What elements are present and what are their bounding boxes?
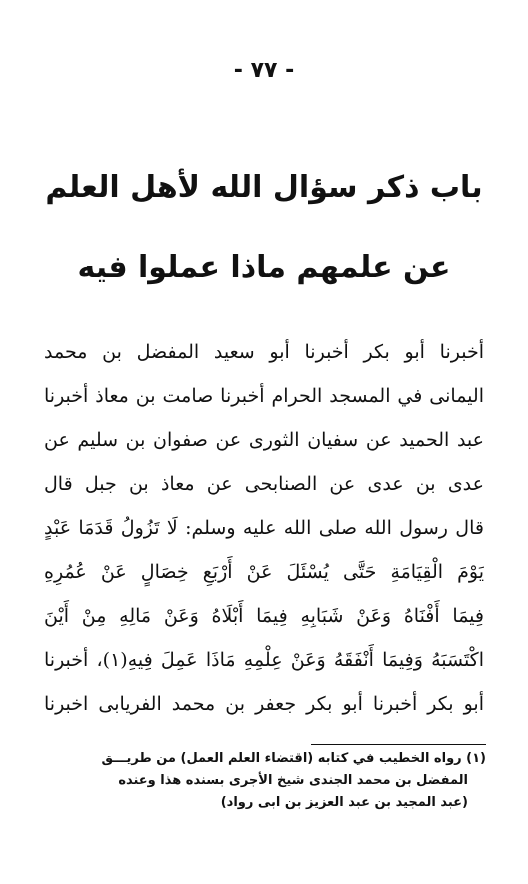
body-line: اليمانى في المسجد الحرام أخبرنا صامت بن معاذ أخبرنا xyxy=(44,385,484,407)
page-number: - ٧٧ - xyxy=(233,58,295,83)
body-line: يَوْمَ الْقِيَامَةِ حَتَّى يُسْئَلَ عَنْ أَرْبَعِ خِصَالٍ عَنْ عُمُرِهِ xyxy=(44,561,484,583)
body-line: عدى بن عدى عن الصنابحى عن معاذ بن جبل قال xyxy=(44,473,484,495)
footnote-divider xyxy=(311,744,486,745)
body-line: أخبرنا أبو بكر أخبرنا أبو سعيد المفضل بن محمد xyxy=(44,341,484,363)
chapter-title-line-1: باب ذكر سؤال الله لأهل العلم xyxy=(45,170,483,205)
body-line: قال رسول الله صلى الله عليه وسلم: لَا تَزُولُ قَدَمَا عَبْدٍ xyxy=(44,517,484,539)
footnote-line: المفضل بن محمد الجندى شيخ الأجرى بسنده هذا وعنده xyxy=(118,773,468,788)
body-line: اكْتَسَبَهُ وَفِيمَا أَنْفَقَهُ وَعَنْ عِلْمِهِ مَاذَا عَمِلَ فِيهِ(١)، أخبرنا xyxy=(44,649,484,671)
chapter-title-line-2: عن علمهم ماذا عملوا فيه xyxy=(77,250,451,285)
body-text xyxy=(44,330,484,726)
body-line: أبو بكر أخبرنا أبو بكر جعفر بن محمد الفريابى اخبرنا xyxy=(44,693,484,715)
footnote-line: (١) رواه الخطيب في كتابه (اقتضاء العلم العمل) من طريـــق xyxy=(101,751,486,766)
footnote-line: (عبد المجيد بن عبد العزيز بن ابى رواد) xyxy=(220,795,468,810)
footnotes xyxy=(46,748,486,814)
body-line: عبد الحميد عن سفيان الثورى عن صفوان بن سليم عن xyxy=(44,429,484,451)
body-line: فِيمَا أَفْنَاهُ وَعَنْ شَبَابِهِ فِيمَا أَبْلَاهُ وَعَنْ مَالِهِ مِنْ أَيْنَ xyxy=(44,605,484,627)
